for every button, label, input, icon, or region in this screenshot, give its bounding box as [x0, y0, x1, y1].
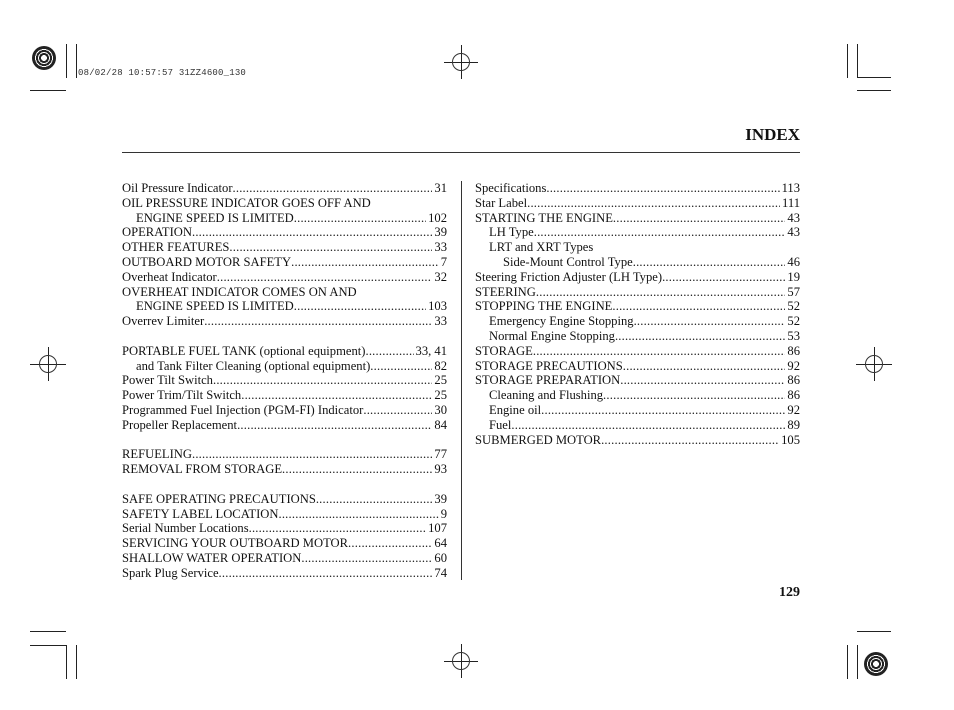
index-entry-page: 57: [787, 284, 800, 299]
index-entry-label: STORAGE PREPARATION: [475, 373, 621, 388]
index-entry-page: 46: [787, 254, 800, 269]
index-entry-label: STARTING THE ENGINE: [475, 210, 613, 225]
index-entry-page: [798, 240, 800, 255]
page-number: 129: [779, 585, 800, 600]
leader-dots: [316, 492, 433, 507]
index-entry-label: Steering Friction Adjuster (LH Type): [475, 269, 663, 284]
leader-dots: [294, 211, 426, 226]
index-entry-label: OTHER FEATURES: [122, 240, 230, 255]
index-entry-label: STOPPING THE ENGINE: [475, 299, 613, 314]
index-entry: [475, 211, 800, 226]
page-title: INDEX: [745, 125, 800, 144]
index-entry-page: 19: [787, 269, 800, 284]
index-entry-label: Power Trim/Tilt Switch: [122, 388, 242, 403]
index-entry-page: [445, 285, 447, 300]
index-gap: [122, 477, 447, 492]
registration-mark-icon: [864, 652, 888, 676]
index-entry: [475, 196, 800, 211]
leader-dots: [371, 196, 445, 211]
index-entry: [122, 181, 447, 196]
index-entry-label: ENGINE SPEED IS LIMITED: [136, 210, 294, 225]
index-entry-page: 52: [787, 299, 800, 314]
index-entry: [475, 418, 800, 433]
index-entry-page: 39: [434, 225, 447, 240]
index-entry-page: 43: [787, 210, 800, 225]
index-entry-label: ENGINE SPEED IS LIMITED: [136, 299, 294, 314]
index-entry: [475, 359, 800, 374]
index-entry-label: Emergency Engine Stopping: [489, 314, 634, 329]
index-entry-page: 30: [434, 402, 447, 417]
index-entry-page: 84: [434, 417, 447, 432]
index-entry-label: REFUELING: [122, 447, 192, 462]
leader-dots: [541, 403, 785, 418]
index-entry: [475, 181, 800, 196]
index-entry: [122, 314, 447, 329]
index-entry-page: 93: [434, 462, 447, 477]
index-entry-label: Side-Mount Control Type: [503, 254, 633, 269]
index-entry-label: PORTABLE FUEL TANK (optional equipment): [122, 343, 366, 358]
leader-dots: [613, 211, 785, 226]
index-entry-label: Overrev Limiter: [122, 314, 205, 329]
leader-dots: [603, 388, 785, 403]
index-entry-page: 33: [434, 240, 447, 255]
leader-dots: [301, 551, 432, 566]
index-entry-label: REMOVAL FROM STORAGE: [122, 462, 283, 477]
index-entry-page: 92: [787, 358, 800, 373]
index-entry: [122, 225, 447, 240]
index-entry: [122, 270, 447, 285]
leader-dots: [593, 240, 798, 255]
index-entry-label: STEERING: [475, 284, 536, 299]
leader-dots: [278, 507, 438, 522]
crosshair-mark-icon: [452, 652, 470, 670]
leader-dots: [612, 299, 785, 314]
index-entry-page: 89: [787, 417, 800, 432]
index-entry: [475, 388, 800, 403]
leader-dots: [527, 196, 780, 211]
index-entry: [122, 447, 447, 462]
leader-dots: [546, 181, 779, 196]
index-entry-label: Star Label: [475, 195, 528, 210]
index-entry-page: 113: [781, 181, 800, 195]
index-entry: [122, 373, 447, 388]
index-entry-label: OVERHEAT INDICATOR COMES ON AND: [122, 284, 357, 299]
index-entry: [122, 240, 447, 255]
leader-dots: [615, 329, 785, 344]
index-column-right: [475, 181, 800, 447]
crosshair-mark-icon: [865, 355, 883, 373]
index-entry-label: SERVICING YOUR OUTBOARD MOTOR: [122, 536, 349, 551]
index-entry-page: 92: [787, 402, 800, 417]
index-entry-page: 9: [440, 506, 447, 521]
index-entry: [475, 255, 800, 270]
index-entry-label: Spark Plug Service: [122, 565, 219, 580]
index-entry-label: Power Tilt Switch: [122, 373, 213, 388]
index-column-left: [122, 181, 447, 581]
index-entry: [122, 285, 447, 300]
index-entry-page: 105: [781, 432, 800, 447]
index-entry-label: Engine oil: [489, 402, 542, 417]
index-entry-page: 39: [434, 491, 447, 506]
index-entry-label: Specifications: [475, 181, 547, 195]
leader-dots: [237, 418, 432, 433]
index-entry: [475, 329, 800, 344]
index-entry-label: SHALLOW WATER OPERATION: [122, 550, 302, 565]
index-entry: [475, 299, 800, 314]
index-entry: [475, 240, 800, 255]
index-entry-label: SUBMERGED MOTOR: [475, 432, 602, 447]
index-entry-label: OPERATION: [122, 225, 192, 240]
leader-dots: [620, 373, 785, 388]
index-entry-page: 86: [787, 343, 800, 358]
leader-dots: [241, 388, 432, 403]
index-entry-page: 52: [787, 314, 800, 329]
index-entry: [475, 344, 800, 359]
index-gap: [122, 329, 447, 344]
index-entry: [475, 225, 800, 240]
leader-dots: [534, 225, 786, 240]
index-entry: [475, 373, 800, 388]
index-entry-page: 32: [434, 269, 447, 284]
leader-dots: [633, 255, 786, 270]
leader-dots: [291, 255, 439, 270]
index-entry-label: Fuel: [489, 417, 512, 432]
index-entry-label: LH Type: [489, 225, 534, 240]
leader-dots: [282, 462, 432, 477]
index-entry-label: SAFETY LABEL LOCATION: [122, 506, 279, 521]
crosshair-mark-icon: [39, 355, 57, 373]
index-entry-page: 77: [434, 447, 447, 462]
index-entry: [122, 566, 447, 581]
leader-dots: [357, 285, 445, 300]
index-entry-page: 25: [434, 373, 447, 388]
leader-dots: [192, 225, 432, 240]
index-entry-label: and Tank Filter Cleaning (optional equipment): [136, 358, 371, 373]
index-entry: [475, 270, 800, 285]
index-entry-page: 111: [782, 195, 800, 210]
index-entry-label: Serial Number Locations: [122, 521, 249, 536]
leader-dots: [294, 299, 426, 314]
index-entry-page: 102: [428, 210, 447, 225]
index-entry-page: 86: [787, 388, 800, 403]
title-rule: [122, 152, 800, 153]
index-entry-page: 31: [434, 181, 447, 195]
leader-dots: [365, 344, 413, 359]
index-entry: [122, 536, 447, 551]
leader-dots: [511, 418, 785, 433]
leader-dots: [213, 373, 432, 388]
leader-dots: [217, 270, 433, 285]
leader-dots: [363, 403, 432, 418]
registration-mark-icon: [32, 46, 56, 70]
index-entry: [475, 314, 800, 329]
index-entry: [122, 299, 447, 314]
index-entry-label: Oil Pressure Indicator: [122, 181, 233, 195]
index-entry-label: OIL PRESSURE INDICATOR GOES OFF AND: [122, 195, 371, 210]
index-entry: [475, 403, 800, 418]
index-entry-page: 64: [434, 536, 447, 551]
index-entry-page: 60: [434, 550, 447, 565]
index-entry: [122, 403, 447, 418]
index-entry: [122, 388, 447, 403]
index-entry-page: 33, 41: [415, 343, 447, 358]
index-entry-label: SAFE OPERATING PRECAUTIONS: [122, 491, 316, 506]
index-entry-label: LRT and XRT Types: [489, 240, 594, 255]
leader-dots: [662, 270, 785, 285]
leader-dots: [229, 240, 432, 255]
index-entry: [122, 492, 447, 507]
index-entry-page: [445, 196, 447, 211]
crosshair-mark-icon: [452, 53, 470, 71]
index-entry-label: Propeller Replacement: [122, 417, 238, 432]
index-entry-page: 103: [428, 299, 447, 314]
index-entry-label: STORAGE: [475, 343, 533, 358]
index-entry-page: 86: [787, 373, 800, 388]
index-entry-page: 33: [434, 314, 447, 329]
index-entry-page: 107: [428, 521, 447, 536]
leader-dots: [219, 566, 433, 581]
index-entry-page: 82: [434, 358, 447, 373]
index-entry: [122, 211, 447, 226]
index-entry-page: 74: [434, 565, 447, 580]
index-entry-page: 53: [787, 328, 800, 343]
leader-dots: [233, 181, 433, 196]
column-divider: [461, 181, 462, 580]
leader-dots: [370, 359, 432, 374]
index-entry: [475, 433, 800, 448]
leader-dots: [204, 314, 432, 329]
index-entry: [122, 507, 447, 522]
index-entry-label: OUTBOARD MOTOR SAFETY: [122, 254, 292, 269]
index-entry: [122, 551, 447, 566]
leader-dots: [634, 314, 786, 329]
leader-dots: [536, 285, 786, 300]
index-entry: [122, 418, 447, 433]
index-entry-label: Normal Engine Stopping: [489, 328, 615, 343]
index-entry-page: 7: [440, 254, 447, 269]
leader-dots: [533, 344, 786, 359]
index-entry: [122, 344, 447, 359]
index-entry: [122, 359, 447, 374]
index-entry-page: 25: [434, 388, 447, 403]
leader-dots: [623, 359, 786, 374]
leader-dots: [348, 536, 432, 551]
leader-dots: [192, 447, 432, 462]
leader-dots: [601, 433, 779, 448]
print-slug: 08/02/28 10:57:57 31ZZ4600_130: [78, 68, 247, 78]
index-entry-label: Programmed Fuel Injection (PGM-FI) Indicator: [122, 402, 364, 417]
index-entry-page: 43: [787, 225, 800, 240]
index-gap: [122, 433, 447, 448]
index-entry: [122, 196, 447, 211]
index-entry: [122, 462, 447, 477]
index-entry: [475, 285, 800, 300]
index-entry-label: STORAGE PRECAUTIONS: [475, 358, 623, 373]
leader-dots: [249, 521, 427, 536]
index-entry-label: Overheat Indicator: [122, 269, 217, 284]
index-entry-label: Cleaning and Flushing: [489, 388, 604, 403]
index-entry: [122, 255, 447, 270]
index-entry: [122, 521, 447, 536]
